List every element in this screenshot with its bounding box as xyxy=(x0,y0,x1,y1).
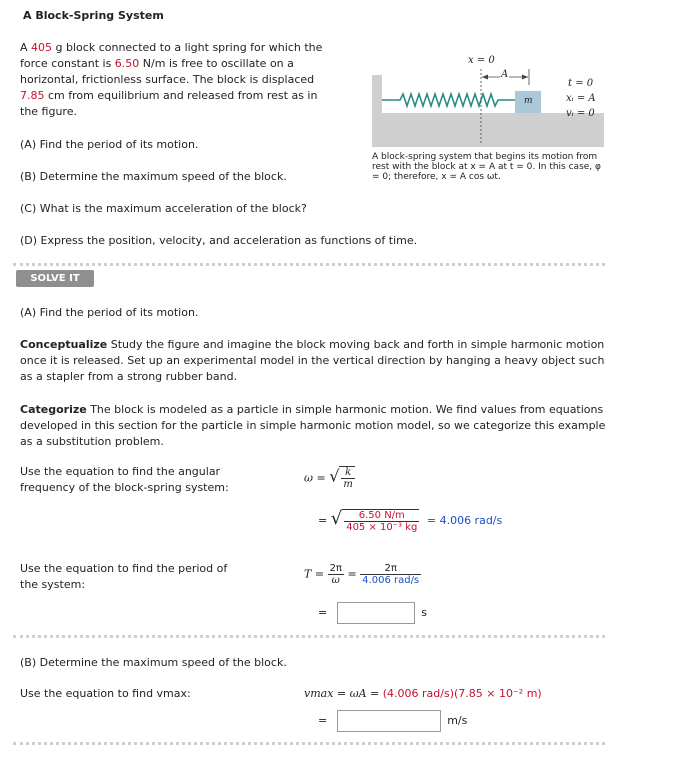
given-mass: 405 xyxy=(31,41,53,54)
m-value: 405 × 10⁻³ kg xyxy=(346,521,418,533)
problem-text-1: A xyxy=(20,41,32,54)
problem-text-3: N/m is free to oscillate on a horizontal, frictionless surface. The block is displaced xyxy=(20,57,315,86)
sqrt-icon-2: √ xyxy=(330,508,343,529)
divider-2 xyxy=(13,635,605,638)
period-equation xyxy=(304,563,421,586)
period-unit: s xyxy=(421,606,427,619)
figure-caption: A block-spring system that begins its motion from rest with the block at x = A at t = 0. In this case, φ = 0; therefore, x = A cos ωt. xyxy=(372,152,601,182)
block-spring-figure xyxy=(372,55,604,147)
xi-label: xᵢ = A xyxy=(566,93,596,104)
period-answer-row xyxy=(318,602,427,624)
question-d: (D) Express the position, velocity, and acceleration as functions of time. xyxy=(20,234,418,247)
problem-text-4: cm from equilibrium and released from rest as in the figure. xyxy=(20,89,318,118)
conceptualize-text: Study the figure and imagine the block moving back and forth in simple harmonic motion once it is released. Set up an experimental model in the vertical direction by hanging a heavy object such as a stapler from a strong rubber band. xyxy=(20,338,605,383)
vmax-answer-row xyxy=(318,710,467,732)
vmax-unit: m/s xyxy=(447,714,468,727)
equals-sign-3: = xyxy=(318,606,328,619)
omega-result: = 4.006 rad/s xyxy=(426,514,503,527)
vi-label: vᵢ = 0 xyxy=(566,108,595,119)
period-answer-input[interactable] xyxy=(337,602,415,624)
omega-equation xyxy=(304,466,355,490)
vmax-expression: (4.006 rad/s)(7.85 × 10⁻² m) xyxy=(382,687,542,700)
omega-symbol: ω xyxy=(331,575,340,586)
equals-sign: = xyxy=(318,514,328,527)
two-pi-2: 2π xyxy=(360,563,421,575)
vmax-prompt: Use the equation to find vmax: xyxy=(20,687,191,700)
divider-3 xyxy=(13,742,605,745)
amplitude-label: A xyxy=(501,69,509,80)
given-displacement: 7.85 xyxy=(20,89,45,102)
omega-prompt: Use the equation to find the angular frequency of the block-spring system: xyxy=(20,465,229,494)
vmax-answer-input[interactable] xyxy=(337,710,441,732)
problem-text-2: g block connected to a light spring for which the force constant is xyxy=(20,41,323,70)
part-a-heading: (A) Find the period of its motion. xyxy=(20,306,199,319)
two-pi: 2π xyxy=(329,563,342,574)
solve-it-tab[interactable]: SOLVE IT xyxy=(16,270,94,287)
k-value: 6.50 N/m xyxy=(344,510,419,522)
omega-substitution xyxy=(318,508,502,533)
k-symbol: k xyxy=(341,467,354,479)
conceptualize-label: Conceptualize xyxy=(20,338,108,351)
equals-sign-2: = xyxy=(347,567,357,581)
question-c: (C) What is the maximum acceleration of the block? xyxy=(20,202,307,215)
m-symbol: m xyxy=(343,479,353,490)
question-b: (B) Determine the maximum speed of the block. xyxy=(20,170,287,183)
omega-lhs: ω = xyxy=(304,471,326,485)
mass-label: m xyxy=(524,96,533,106)
omega-value: 4.006 rad/s xyxy=(362,575,420,586)
categorize-label: Categorize xyxy=(20,403,87,416)
divider xyxy=(13,263,605,266)
vmax-equation xyxy=(304,687,542,700)
equals-sign-4: = xyxy=(318,714,328,727)
sqrt-icon: √ xyxy=(329,466,340,486)
t-zero-label: t = 0 xyxy=(568,78,594,89)
problem-title: A Block-Spring System xyxy=(23,9,164,22)
categorize-step xyxy=(20,402,610,450)
conceptualize-step xyxy=(20,337,610,385)
given-k: 6.50 xyxy=(114,57,140,70)
categorize-text: The block is modeled as a particle in simple harmonic motion. We find values from equations developed in this section for the particle in simple harmonic motion model, so we categorize this example as a substitution problem. xyxy=(20,403,606,448)
period-lhs: T = xyxy=(304,567,325,581)
x-zero-label: x = 0 xyxy=(468,55,495,66)
question-a: (A) Find the period of its motion. xyxy=(20,138,199,151)
problem-statement xyxy=(20,40,338,120)
vmax-lhs: vmax = ωA = xyxy=(304,687,383,700)
part-b-heading: (B) Determine the maximum speed of the block. xyxy=(20,656,287,669)
period-prompt: Use the equation to find the period of the system: xyxy=(20,562,228,591)
